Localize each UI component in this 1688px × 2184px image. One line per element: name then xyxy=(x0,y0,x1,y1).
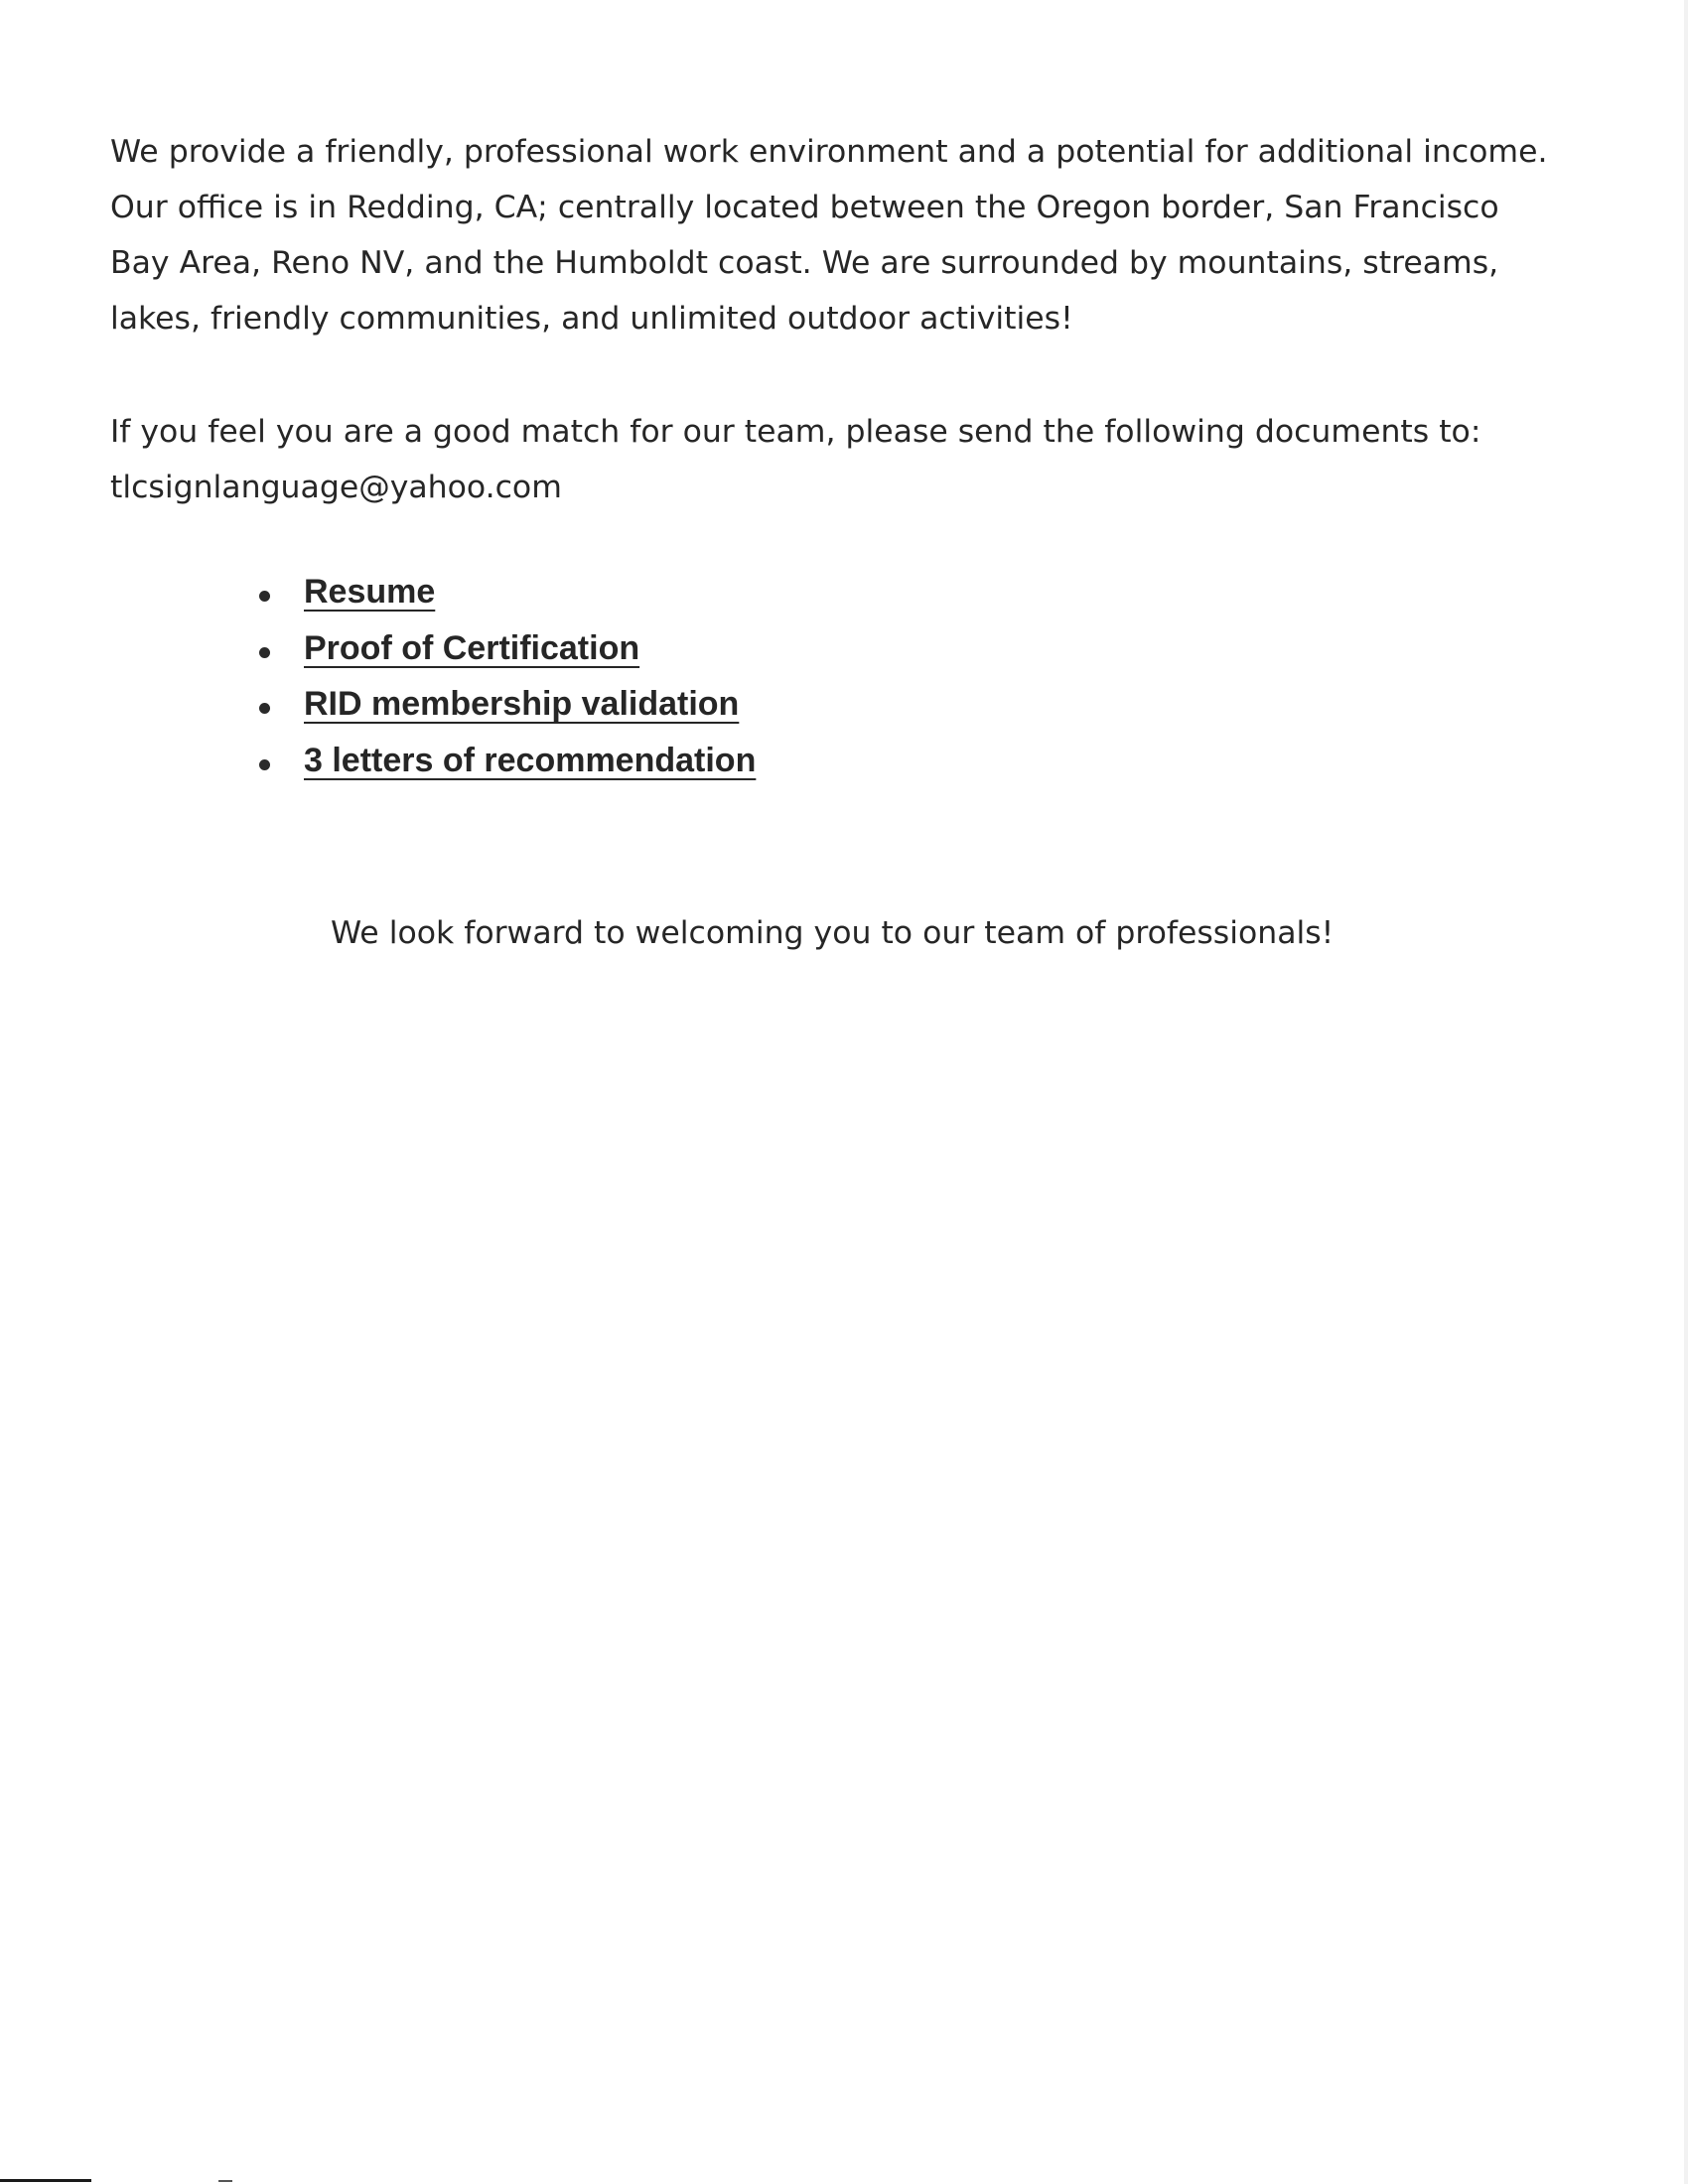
closing-statement: We look forward to welcoming you to our team of professionals! xyxy=(331,915,1335,951)
bullet-icon xyxy=(259,591,270,602)
bullet-icon xyxy=(259,647,270,658)
document-resume: Resume xyxy=(304,573,436,611)
intro-line: Bay Area, Reno NV, and the Humboldt coast. We are surrounded by mountains, streams, xyxy=(110,245,1499,281)
list-item xyxy=(248,623,756,680)
list-item xyxy=(248,567,756,623)
instructions-paragraph xyxy=(110,404,1520,515)
bullet-icon xyxy=(259,759,270,770)
contact-email: tlcsignlanguage@yahoo.com xyxy=(110,470,562,505)
required-documents-list xyxy=(248,567,756,791)
intro-paragraph xyxy=(110,124,1548,346)
intro-line: Our office is in Redding, CA; centrally located between the Oregon border, San Francisco xyxy=(110,190,1499,225)
intro-line: lakes, friendly communities, and unlimited outdoor activities! xyxy=(110,301,1073,337)
intro-line: We provide a friendly, professional work environment and a potential for additional income. xyxy=(110,134,1548,170)
scan-artifact-mark xyxy=(218,2180,232,2182)
instructions-line: If you feel you are a good match for our team, please send the following documents to: xyxy=(110,414,1481,450)
bullet-icon xyxy=(259,703,270,714)
document-rid-membership: RID membership validation xyxy=(304,685,740,723)
scan-artifact-mark xyxy=(0,2179,91,2182)
list-item xyxy=(248,679,756,736)
document-recommendation-letters: 3 letters of recommendation xyxy=(304,741,757,779)
document-proof-of-certification: Proof of Certification xyxy=(304,628,640,667)
list-item xyxy=(248,736,756,792)
scan-edge-shadow xyxy=(1684,0,1688,2184)
